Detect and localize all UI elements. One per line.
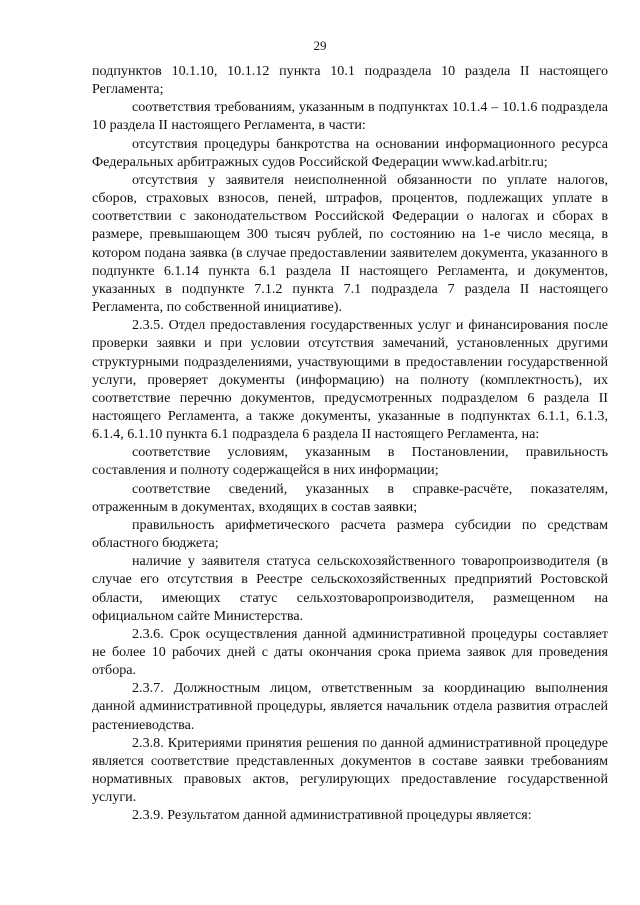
paragraph: отсутствия процедуры банкротства на основании информационного ресурса Федеральных арбитражных судов Российской Федерации www.kad.arbitr.ru; <box>92 135 608 170</box>
page-number: 29 <box>313 38 327 53</box>
paragraph: соответствие сведений, указанных в справке-расчёте, показателям, отраженным в документах, входящих в состав заявки; <box>92 480 608 515</box>
paragraph: 2.3.9. Результатом данной административной процедуры является: <box>132 807 532 824</box>
paragraph: наличие у заявителя статуса сельскохозяйственного товаропроизводителя (в случае его отсутствия в Реестре сельскохозяйственных предприятий Ростовской области, имеющих статус сельхозтоваропроизводителя, размещенном на официальном сайте Министерства. <box>92 553 608 624</box>
paragraph: отсутствия у заявителя неисполненной обязанности по уплате налогов, сборов, страховых взносов, пеней, штрафов, процентов, подлежащих уплате в соответствии с законодательством Российской Федерации о налогах и сборах в размере, превышающем 300 тысяч рублей, по состоянию на 1-е число месяца, в котором подана заявка (в случае предоставлении заявителем документа, указанного в подпункте 6.1.14 пункта 6.1 раздела II настоящего Регламента, и документов, указанных в подпункте 7.1.2 пункта 7.1 подраздела 7 раздела II настоящего Регламента, по собственной инициативе). <box>92 171 608 316</box>
paragraph: 2.3.5. Отдел предоставления государственных услуг и финансирования после проверки заявки и при условии отсутствия замечаний, установленных другими структурными подразделениями, участвующими в предоставлении государственной услуги, проверяет документы (информацию) на полноту (комплектность), их соответствие перечню документов, предусмотренных подразделом 6 раздела II настоящего Регламента, а также документы, указанные в подпунктах 6.1.1, 6.1.3, 6.1.4, 6.1.10 пункта 6.1 подраздела 6 раздела II настоящего Регламента, на: <box>92 317 608 443</box>
paragraph: соответствие условиям, указанным в Постановлении, правильность составления и полноту содержащейся в них информации; <box>92 444 608 479</box>
paragraph: 2.3.7. Должностным лицом, ответственным за координацию выполнения данной административной процедуры, является начальник отдела развития отраслей растениеводства. <box>92 680 608 733</box>
paragraph: правильность арифметического расчета размера субсидии по средствам областного бюджета; <box>92 516 608 552</box>
paragraph: соответствия требованиям, указанным в подпунктах 10.1.4 – 10.1.6 подраздела 10 раздела II настоящего Регламента, в части: <box>92 99 608 134</box>
paragraph: 2.3.6. Срок осуществления данной административной процедуры составляет не более 10 рабочих дней с даты окончания срока приема заявок для проведения отбора. <box>92 625 608 679</box>
paragraph: подпунктов 10.1.10, 10.1.12 пункта 10.1 подраздела 10 раздела II настоящего Регламента; <box>92 63 608 98</box>
document-body <box>92 62 608 825</box>
paragraph: 2.3.8. Критериями принятия решения по данной административной процедуре является соответствие представленных документов в составе заявки требованиям нормативных правовых актов, регулирующих предоставление государственной услуги. <box>92 734 608 806</box>
